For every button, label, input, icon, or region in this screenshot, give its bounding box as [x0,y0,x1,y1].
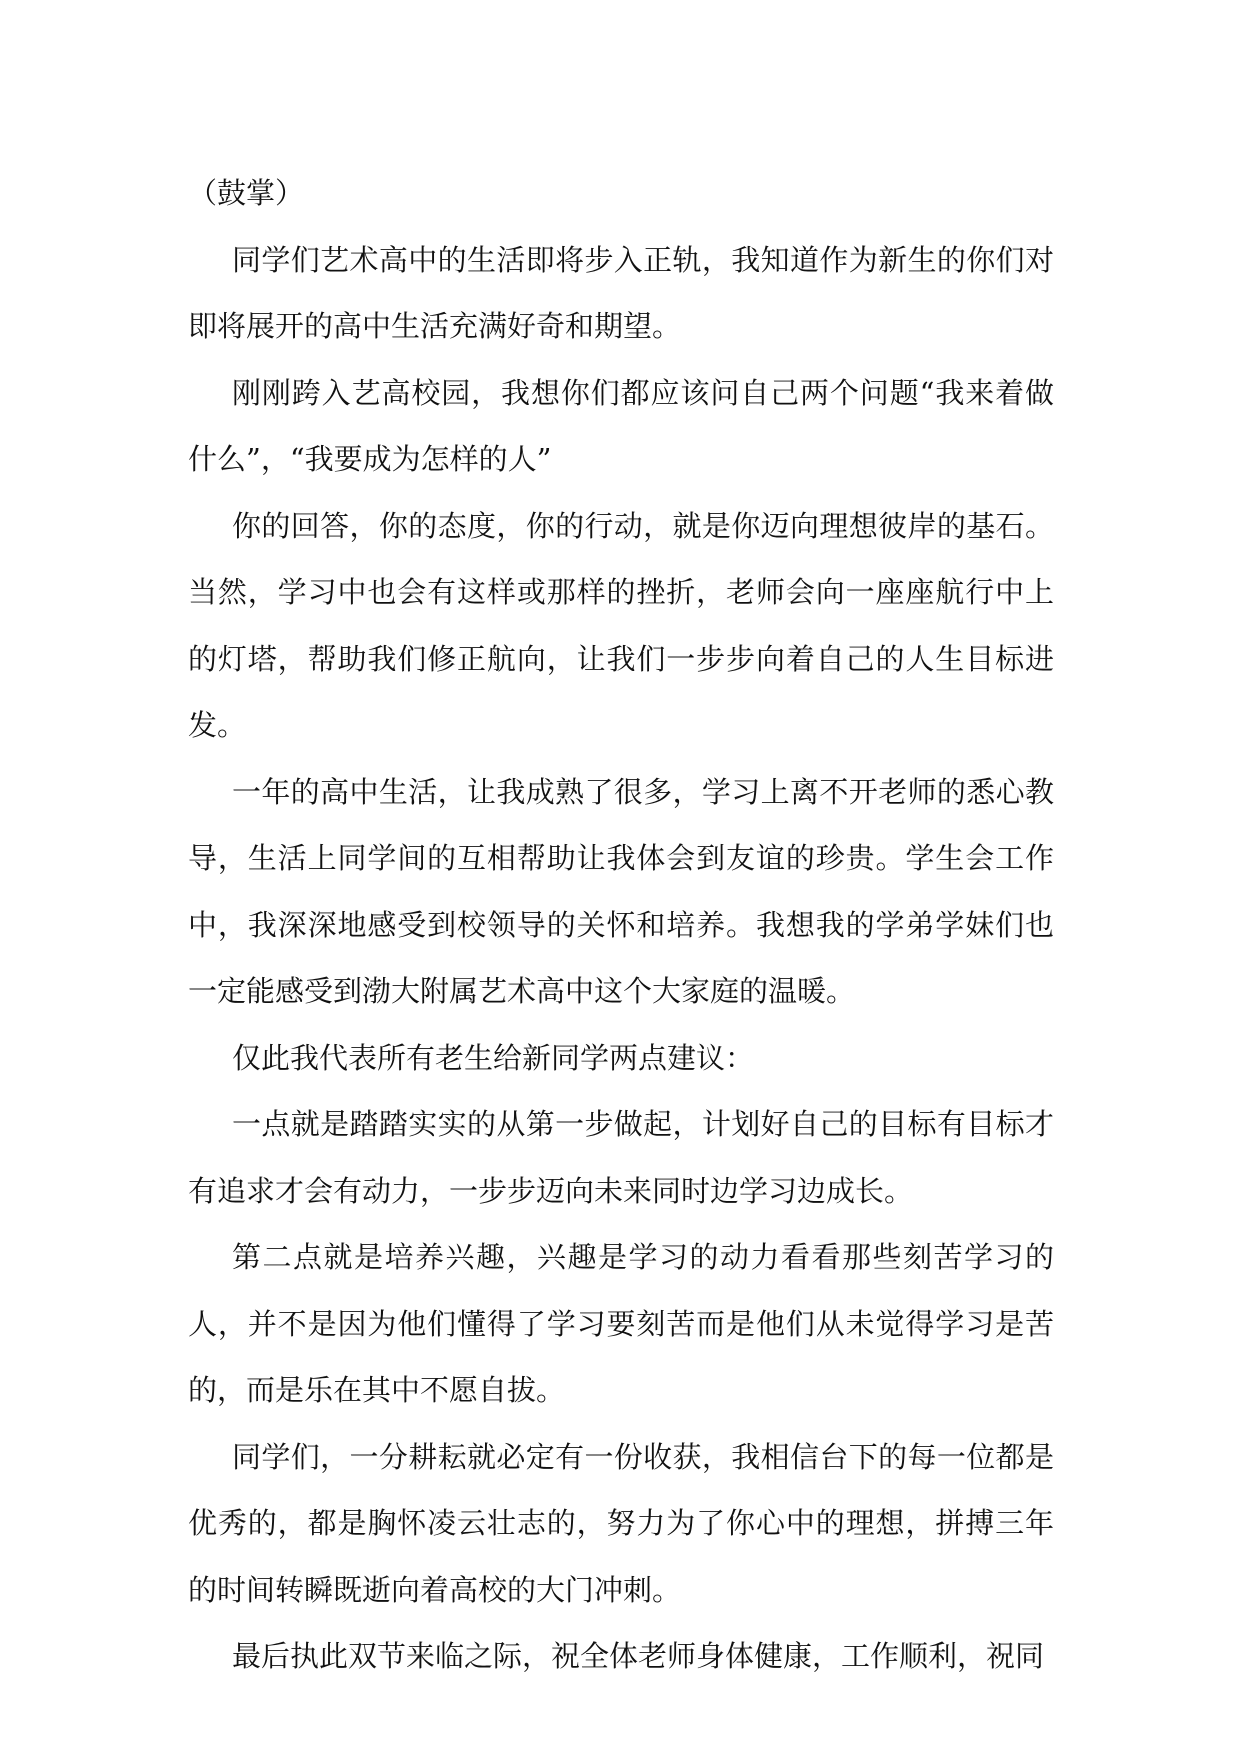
paragraph-3: 你的回答，你的态度，你的行动，就是你迈向理想彼岸的基石。当然，学习中也会有这样或那样的挫折，老师会向一座座航行中上的灯塔，帮助我们修正航向，让我们一步步向着自己的人生目标进发。 [188,508,1054,742]
paragraph-applause: （鼓掌） [188,176,305,210]
paragraph-7: 第二点就是培养兴趣，兴趣是学习的动力看看那些刻苦学习的人，并不是因为他们懂得了学习要刻苦而是他们从未觉得学习是苦的，而是乐在其中不愿自拔。 [188,1240,1054,1407]
paragraph-2: 刚刚跨入艺高校园，我想你们都应该问自己两个问题“我来着做什么”，“我要成为怎样的人” [188,375,1054,476]
paragraph-4: 一年的高中生活，让我成熟了很多，学习上离不开老师的悉心教导，生活上同学间的互相帮助让我体会到友谊的珍贵。学生会工作中，我深深地感受到校领导的关怀和培养。我想我的学弟学妹们也一定能感受到渤大附属艺术高中这个大家庭的温暖。 [188,774,1054,1008]
paragraph-9: 最后执此双节来临之际，祝全体老师身体健康，工作顺利，祝同 [232,1639,1045,1673]
paragraph-5: 仅此我代表所有老生给新同学两点建议： [232,1040,755,1075]
paragraph-6: 一点就是踏踏实实的从第一步做起，计划好自己的目标有目标才有追求才会有动力，一步步迈向未来同时边学习边成长。 [188,1107,1054,1208]
document-body [188,160,1054,1690]
paragraph-1: 同学们艺术高中的生活即将步入正轨，我知道作为新生的你们对即将展开的高中生活充满好奇和期望。 [188,242,1054,343]
paragraph-8: 同学们，一分耕耘就必定有一份收获，我相信台下的每一位都是优秀的，都是胸怀凌云壮志的，努力为了你心中的理想，拼搏三年的时间转瞬既逝向着高校的大门冲刺。 [188,1439,1054,1607]
